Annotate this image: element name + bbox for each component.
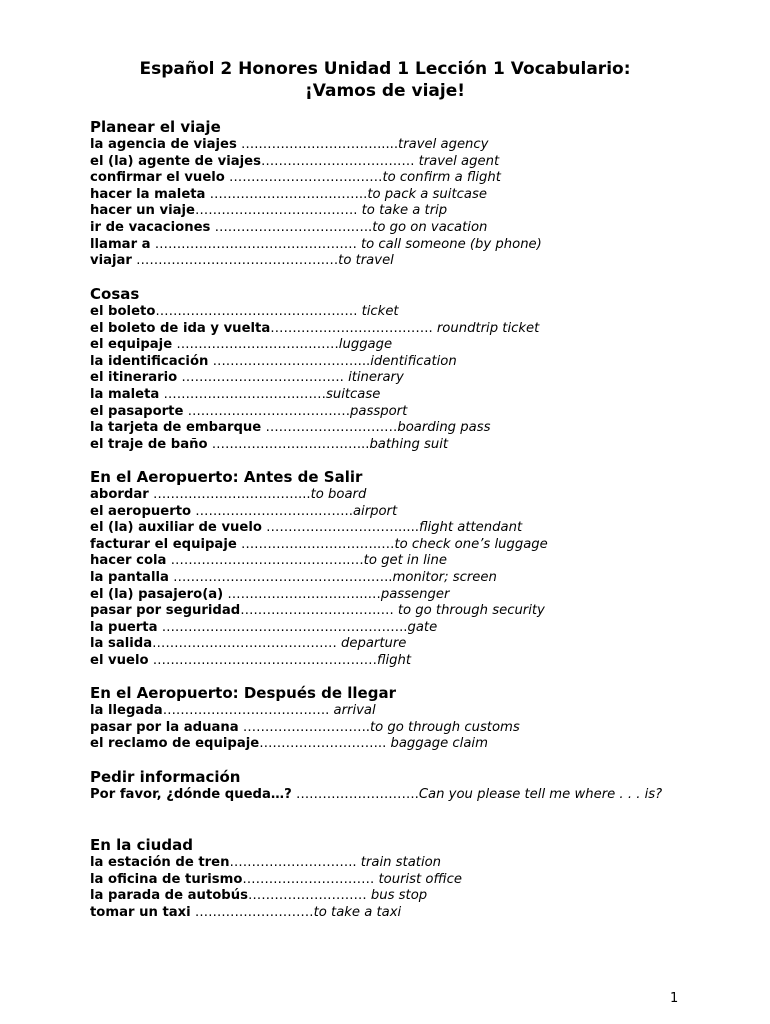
- vocab-entry: [90, 370, 690, 387]
- vocab-entry: [90, 354, 690, 371]
- vocab-translation: arrival: [333, 703, 376, 718]
- leader-dots: ……………………….……..: [205, 186, 368, 202]
- vocab-translation: to get in line: [363, 553, 447, 569]
- vocab-translation: to board: [310, 487, 367, 502]
- vocab-term: la identificación: [90, 353, 209, 369]
- vocab-entry: [90, 170, 690, 187]
- vocab-term: el pasaporte: [90, 403, 184, 419]
- leader-dots: ………………………..: [238, 719, 370, 735]
- vocab-entry: [90, 553, 690, 570]
- vocab-translation: suitcase: [325, 386, 381, 402]
- leader-dots: ………………………..……: [224, 170, 383, 186]
- vocab-entry: [90, 537, 690, 554]
- vocab-list: [90, 137, 690, 270]
- vocab-entry: [90, 187, 690, 204]
- vocab-term: el (la) auxiliar de vuelo: [90, 520, 262, 536]
- leader-dots: …………………………..…: [236, 536, 395, 552]
- section-heading: En el Aeropuerto: Antes de Salir: [90, 468, 363, 486]
- vocab-entry: [90, 504, 690, 521]
- section-pedir-informacion: [90, 768, 690, 804]
- vocab-entry: [90, 703, 690, 720]
- vocab-term: abordar: [90, 487, 149, 502]
- vocab-list: [90, 787, 690, 804]
- leader-dots: ……………………………...: [207, 436, 370, 452]
- vocab-term: el itinerario: [90, 370, 178, 386]
- vocab-translation: to check one’s luggage: [394, 536, 548, 552]
- leader-dots: …………………………………..…: [166, 553, 364, 569]
- vocab-translation: departure: [340, 636, 407, 652]
- vocab-term: el aeropuerto: [90, 503, 192, 519]
- vocab-list: [90, 855, 690, 921]
- vocab-entry: [90, 387, 690, 404]
- vocab-translation: itinerary: [348, 370, 404, 386]
- leader-dots: …………………………: [242, 871, 379, 887]
- vocab-translation: baggage claim: [390, 736, 488, 752]
- leader-dots: …………………………..…: [223, 586, 381, 602]
- vocab-entry: [90, 420, 690, 437]
- vocab-translation: to go through security: [397, 603, 545, 619]
- vocab-entry: [90, 137, 690, 154]
- leader-dots: ……………………………….: [195, 203, 362, 219]
- vocab-translation: to travel: [338, 253, 394, 269]
- leader-dots: ….……………………….....: [236, 137, 399, 152]
- vocab-entry: [90, 220, 690, 237]
- vocab-entry: [90, 237, 690, 254]
- vocab-entry: [90, 620, 690, 637]
- vocab-translation: travel agent: [418, 153, 500, 169]
- vocab-term: la tarjeta de embarque: [90, 420, 262, 436]
- vocab-translation: luggage: [338, 337, 393, 353]
- vocab-entry: [90, 304, 690, 321]
- leader-dots: ……………………………………………: [148, 652, 377, 668]
- section-antes-de-salir: [90, 468, 690, 670]
- vocab-term: el boleto de ida y vuelta: [90, 320, 271, 336]
- vocab-entry: [90, 872, 690, 889]
- section-en-la-ciudad: [90, 836, 690, 921]
- vocab-translation: passenger: [380, 586, 450, 602]
- leader-dots: …………………………………………..: [168, 569, 393, 585]
- vocab-term: viajar: [90, 253, 132, 269]
- vocab-entry: [90, 337, 690, 354]
- section-heading: En el Aeropuerto: Después de llegar: [90, 684, 396, 702]
- vocab-term: la salida: [90, 636, 153, 652]
- vocab-translation: tourist office: [378, 871, 463, 887]
- leader-dots: ……………………………….: [270, 320, 437, 336]
- vocab-translation: gate: [407, 619, 438, 635]
- vocab-term: pasar por la aduana: [90, 719, 239, 735]
- vocab-translation: boarding pass: [397, 420, 491, 436]
- vocab-list: [90, 703, 690, 753]
- vocab-entry: [90, 587, 690, 604]
- vocab-entry: [90, 636, 690, 653]
- vocab-entry: [90, 321, 690, 338]
- vocab-entry: [90, 154, 690, 171]
- leader-dots: ………………………….....: [261, 520, 419, 536]
- vocab-translation: passport: [350, 403, 408, 419]
- vocab-term: hacer cola: [90, 553, 167, 569]
- leader-dots: ……………………………….: [177, 370, 349, 386]
- vocab-translation: Can you please tell me where . . . is?: [418, 787, 663, 802]
- vocab-entry: [90, 736, 690, 753]
- leader-dots: ………………………..: [259, 736, 391, 752]
- vocab-term: la agencia de viajes: [90, 137, 237, 152]
- leader-dots: ……………………….: [291, 787, 419, 802]
- vocab-term: el boleto: [90, 304, 156, 319]
- vocab-term: el vuelo: [90, 652, 149, 668]
- document-title: Español 2 Honores Unidad 1 Lección 1 Vocabulario:: [139, 59, 631, 79]
- section-heading: Pedir información: [90, 768, 241, 786]
- vocab-entry: [90, 787, 680, 804]
- document-subtitle: ¡Vamos de viaje!: [305, 81, 465, 101]
- vocab-term: el reclamo de equipaje: [90, 736, 260, 752]
- leader-dots: ………………………..: [229, 855, 361, 870]
- vocab-entry: [90, 905, 690, 922]
- vocab-translation: ticket: [361, 304, 399, 319]
- leader-dots: ……………………………………….: [150, 236, 361, 252]
- vocab-translation: monitor; screen: [392, 569, 497, 585]
- vocab-list: [90, 487, 690, 670]
- page-number: 1: [670, 991, 679, 1006]
- vocab-translation: travel agency: [398, 137, 489, 152]
- vocab-entry: [90, 603, 690, 620]
- vocab-entry: [90, 653, 690, 670]
- vocab-list: [90, 304, 690, 453]
- vocab-translation: to confirm a flight: [382, 170, 501, 186]
- vocab-translation: bathing suit: [369, 436, 449, 452]
- vocab-entry: [90, 720, 690, 737]
- vocab-translation: train station: [360, 855, 442, 870]
- vocab-term: llamar a: [90, 236, 151, 252]
- vocab-term: la maleta: [90, 386, 160, 402]
- vocab-entry: [90, 437, 690, 454]
- vocab-term: tomar un taxi: [90, 904, 191, 920]
- vocab-translation: flight attendant: [418, 520, 523, 536]
- vocab-term: la estación de tren: [90, 855, 230, 870]
- vocab-term: la llegada: [90, 703, 163, 718]
- leader-dots: …………………………: [261, 420, 398, 436]
- leader-dots: ……………………………………….: [155, 304, 362, 319]
- vocab-term: el (la) pasajero(a): [90, 586, 224, 602]
- vocab-translation: to go on vacation: [372, 219, 488, 235]
- vocab-term: Por favor, ¿dónde queda…?: [90, 787, 292, 802]
- vocab-term: la parada de autobús: [90, 888, 248, 904]
- vocab-translation: identification: [370, 353, 457, 369]
- vocab-term: facturar el equipaje: [90, 536, 237, 552]
- vocab-translation: to take a trip: [361, 203, 448, 219]
- leader-dots: ………………………….….: [240, 603, 398, 619]
- leader-dots: …………………………….…: [183, 403, 351, 419]
- leader-dots: ……………………………………: [152, 636, 341, 652]
- vocab-entry: [90, 888, 690, 905]
- leader-dots: ………………………….……: [159, 386, 326, 402]
- section-planear-el-viaje: [90, 118, 690, 270]
- section-heading: En la ciudad: [90, 836, 193, 854]
- vocab-entry: [90, 404, 690, 421]
- leader-dots: …………………………….….: [162, 703, 334, 718]
- vocab-entry: [90, 487, 690, 504]
- vocab-translation: to pack a suitcase: [367, 186, 487, 202]
- vocab-entry: [90, 253, 690, 270]
- vocab-entry: [90, 203, 690, 220]
- leader-dots: …………………………………….…: [131, 253, 339, 269]
- vocab-translation: to take a taxi: [313, 904, 402, 920]
- vocab-term: el (la) agente de viajes: [90, 153, 261, 169]
- section-heading: Cosas: [90, 285, 140, 303]
- leader-dots: ……………………………...: [148, 487, 311, 502]
- vocab-term: confirmar el vuelo: [90, 170, 225, 186]
- vocab-translation: roundtrip ticket: [436, 320, 540, 336]
- vocab-term: el traje de baño: [90, 436, 208, 452]
- vocab-term: ir de vacaciones: [90, 219, 211, 235]
- vocab-translation: bus stop: [370, 888, 428, 904]
- leader-dots: ………………………….….: [260, 153, 419, 169]
- vocab-translation: to go through customs: [369, 719, 520, 735]
- vocab-term: la puerta: [90, 619, 158, 635]
- section-despues-de-llegar: [90, 684, 690, 753]
- leader-dots: ……………………………...: [208, 353, 371, 369]
- leader-dots: ………………………: [190, 904, 314, 920]
- vocab-entry: [90, 520, 690, 537]
- vocab-translation: to call someone (by phone): [360, 236, 542, 252]
- vocab-entry: [90, 570, 690, 587]
- leader-dots: ………………………….…..: [210, 219, 373, 235]
- vocab-term: la pantalla: [90, 569, 169, 585]
- vocab-entry: [90, 855, 690, 872]
- leader-dots: ………………………………………………..: [157, 619, 408, 635]
- vocab-term: pasar por seguridad: [90, 603, 241, 619]
- leader-dots: ……………………….……..: [191, 503, 353, 519]
- vocab-term: el equipaje: [90, 337, 173, 353]
- vocab-term: hacer la maleta: [90, 186, 206, 202]
- vocab-term: la oficina de turismo: [90, 871, 243, 887]
- vocab-term: hacer un viaje: [90, 203, 195, 219]
- section-cosas: [90, 285, 690, 453]
- leader-dots: ………………………: [248, 888, 371, 904]
- vocab-translation: flight: [376, 652, 412, 668]
- vocab-translation: airport: [352, 503, 398, 519]
- section-heading: Planear el viaje: [90, 118, 221, 136]
- leader-dots: ………………………….……: [172, 337, 339, 353]
